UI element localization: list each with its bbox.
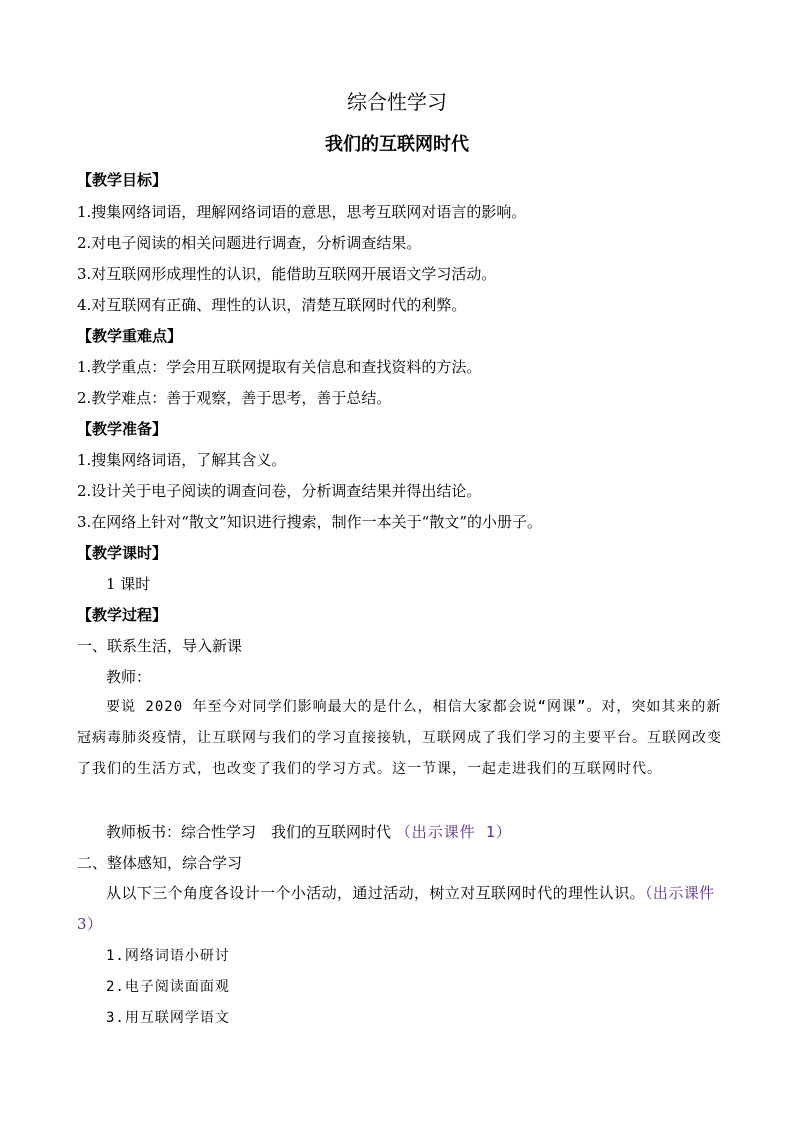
section-heading-goals: 【教学目标】 <box>77 171 168 189</box>
section-heading-prep: 【教学准备】 <box>77 420 168 438</box>
board-text: 教师板书：综合性学习 我们的互联网时代 <box>106 823 392 841</box>
activity-item: 3.用互联网学语文 <box>106 1010 230 1026</box>
section-heading-key: 【教学重难点】 <box>77 327 183 345</box>
activity-item: 2.电子阅读面面观 <box>106 979 230 995</box>
part2-title: 二、整体感知，综合学习 <box>77 854 243 872</box>
part2-paragraph <box>77 878 727 940</box>
goal-item: 4.对互联网有正确、理性的认识，清楚互联网时代的利弊。 <box>77 296 467 314</box>
hours-text: 1 课时 <box>106 575 151 593</box>
prep-item: 3.在网络上针对“散文”知识进行搜索，制作一本关于“散文”的小册子。 <box>77 513 542 531</box>
teacher-label: 教师： <box>106 668 152 686</box>
key-item: 1.教学重点：学会用互联网提取有关信息和查找资料的方法。 <box>77 358 482 376</box>
prep-item: 1.搜集网络词语，了解其含义。 <box>77 451 287 469</box>
goal-item: 2.对电子阅读的相关问题进行调查，分析调查结果。 <box>77 234 422 252</box>
part1-title: 一、联系生活，导入新课 <box>77 637 243 655</box>
goal-item: 3.对互联网形成理性的认识，能借助互联网开展语文学习活动。 <box>77 265 497 283</box>
activity-item: 1.网络词语小研讨 <box>106 948 230 964</box>
part2-text: 从以下三个角度各设计一个小活动，通过活动，树立对互联网时代的理性认识。 <box>106 884 646 902</box>
doc-subtitle: 我们的互联网时代 <box>325 134 469 155</box>
prep-item: 2.设计关于电子阅读的调查问卷，分析调查结果并得出结论。 <box>77 482 482 500</box>
goal-item: 1.搜集网络词语，理解网络词语的意思，思考互联网对语言的影响。 <box>77 203 527 221</box>
section-heading-process: 【教学过程】 <box>77 606 168 624</box>
key-item: 2.教学难点：善于观察，善于思考，善于总结。 <box>77 389 392 407</box>
doc-title: 综合性学习 <box>347 90 447 114</box>
section-heading-hours: 【教学课时】 <box>77 544 168 562</box>
part2-note: （出示课件 3） <box>77 884 715 933</box>
board-line <box>106 822 756 842</box>
board-note: （出示课件 1） <box>395 823 512 841</box>
part1-paragraph: 要说 2020 年至今对同学们影响最大的是什么，相信大家都会说“网课”。对，突如其来的新冠病毒肺炎疫情，让互联网与我们的学习直接接轨，互联网成了我们学习的主要平台。互联网改变了我们的生活方式，也改变了我们的学习方式。这一节课，一起走进我们的互联网时代。 <box>77 699 722 777</box>
